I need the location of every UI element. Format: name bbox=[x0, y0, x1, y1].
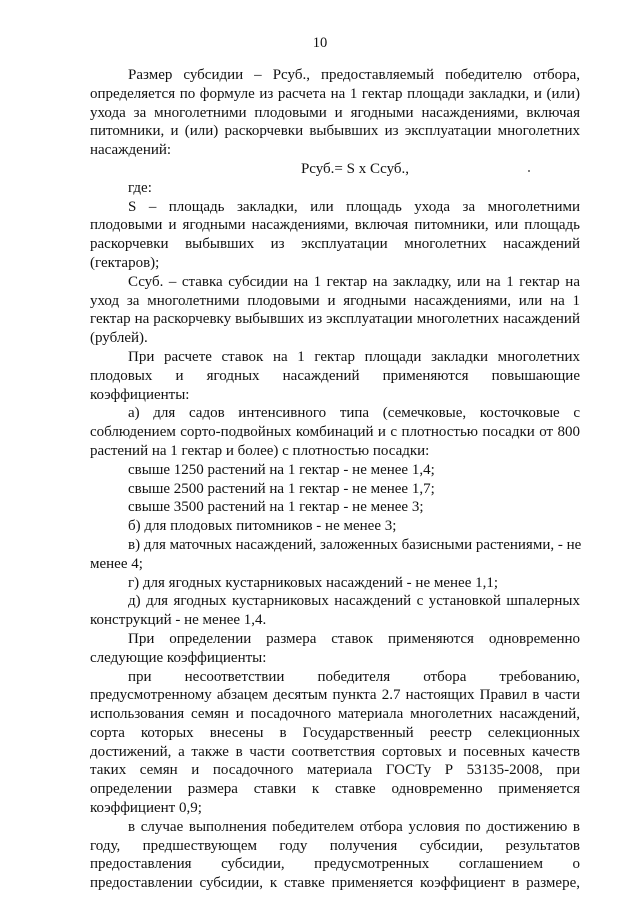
c-definition bbox=[90, 273, 580, 348]
density-item: свыше 2500 растений на 1 гектар - не менее 1,7; bbox=[128, 480, 435, 497]
text-line: S – площадь закладки, или площадь ухода за многолетними bbox=[128, 198, 580, 215]
scan-speck bbox=[528, 170, 530, 172]
text-line: При определении размера ставок применяются одновременно bbox=[128, 630, 580, 647]
document-body bbox=[90, 66, 580, 893]
item-a bbox=[90, 404, 580, 460]
text-line: таких семян и посадочного материала ГОСТу Р 53135-2008, при bbox=[90, 762, 580, 779]
text-line: плодовыми и ягодными насаждениями, включая питомники, или площадь bbox=[90, 217, 580, 234]
text-line: предоставления субсидии, предусмотренных соглашением о bbox=[90, 856, 580, 873]
text-line: определяется по формуле из расчета на 1 гектар площади закладки, и (или) bbox=[90, 85, 580, 102]
text-line: а) для садов интенсивного типа (семечковые, косточковые с bbox=[128, 405, 580, 422]
subsidy-formula: Рсуб.= S х Ссуб., bbox=[300, 160, 410, 177]
text-line: (рублей). bbox=[90, 330, 148, 347]
text-line: Размер субсидии – Рсуб., предоставляемый победителю отбора, bbox=[128, 67, 580, 83]
text-line: менее 4; bbox=[90, 555, 143, 572]
text-line: достижений, а также в части соответствия сортовых и посевных качеств bbox=[90, 743, 580, 760]
text-line: насаждений: bbox=[90, 142, 172, 159]
text-line: использования семян и посадочного материала многолетних насаждений, bbox=[90, 706, 580, 723]
page-number: 10 bbox=[312, 35, 328, 51]
text-line: гектар на раскорчевку выбывших из эксплуатации многолетних насаждений bbox=[90, 311, 580, 328]
text-line: плодовых и ягодных насаждений применяются повышающие bbox=[90, 367, 580, 384]
item-d bbox=[90, 592, 580, 630]
text-line: предусмотренному абзацем десятым пункта 2.7 настоящих Правил в части bbox=[90, 687, 580, 704]
item-g: г) для ягодных кустарниковых насаждений - не менее 1,1; bbox=[128, 574, 499, 591]
text-line: уход за многолетними плодовыми и ягодными насаждениями, или на 1 bbox=[90, 292, 580, 309]
text-line: раскорчевки выбывших из эксплуатации многолетних насаждений bbox=[90, 236, 580, 253]
density-item: свыше 3500 растений на 1 гектар - не менее 3; bbox=[128, 499, 424, 516]
text-line: в) для маточных насаждений, заложенных базисными растениями, - не bbox=[128, 536, 582, 553]
density-item: свыше 1250 растений на 1 гектар - не менее 1,4; bbox=[128, 461, 435, 478]
text-line: году, предшествующем году получения субсидии, результатов bbox=[90, 837, 580, 854]
subsidy-size-paragraph bbox=[90, 66, 580, 160]
text-line: растений на 1 гектар и более) с плотностью посадки: bbox=[90, 442, 430, 459]
text-line: Ссуб. – ставка субсидии на 1 гектар на закладку, или на 1 гектар на bbox=[128, 273, 580, 290]
text-line: следующие коэффициенты: bbox=[90, 649, 267, 666]
text-line: конструкций - не менее 1,4. bbox=[90, 612, 267, 629]
text-line: определении размера ставки к ставке одновременно применяется bbox=[90, 781, 580, 798]
text-line: в случае выполнения победителем отбора условия по достижению в bbox=[128, 818, 580, 835]
mismatch-coefficient-paragraph bbox=[90, 668, 580, 818]
text-line: д) для ягодных кустарниковых насаждений с установкой шпалерных bbox=[128, 593, 580, 610]
item-b: б) для плодовых питомников - не менее 3; bbox=[128, 518, 397, 535]
text-line: предоставлении субсидии, к ставке применяется коэффициент в размере, bbox=[90, 875, 580, 892]
text-line: При расчете ставок на 1 гектар площади закладки многолетних bbox=[128, 348, 580, 365]
text-line: соблюдением сорто-подвойных комбинаций и с плотностью посадки от 800 bbox=[90, 424, 580, 441]
coefficients-intro bbox=[90, 348, 580, 404]
text-line: коэффициент 0,9; bbox=[90, 800, 202, 817]
text-line: коэффициенты: bbox=[90, 386, 190, 403]
simultaneous-coefficients-intro bbox=[90, 630, 580, 668]
item-v bbox=[90, 536, 580, 574]
fulfillment-coefficient-paragraph bbox=[90, 818, 580, 893]
text-line: сорта которых внесены в Государственный реестр селекционных bbox=[90, 724, 580, 741]
text-line: питомники, и (или) раскорчевки выбывших из эксплуатации многолетних bbox=[90, 123, 580, 140]
text-line: (гектаров); bbox=[90, 254, 160, 271]
where-label: где: bbox=[128, 179, 152, 196]
text-line: при несоответствии победителя отбора требованию, bbox=[128, 668, 580, 685]
text-line: ухода за многолетними плодовыми и ягодными насаждениями, включая bbox=[90, 104, 580, 121]
s-definition bbox=[90, 198, 580, 273]
